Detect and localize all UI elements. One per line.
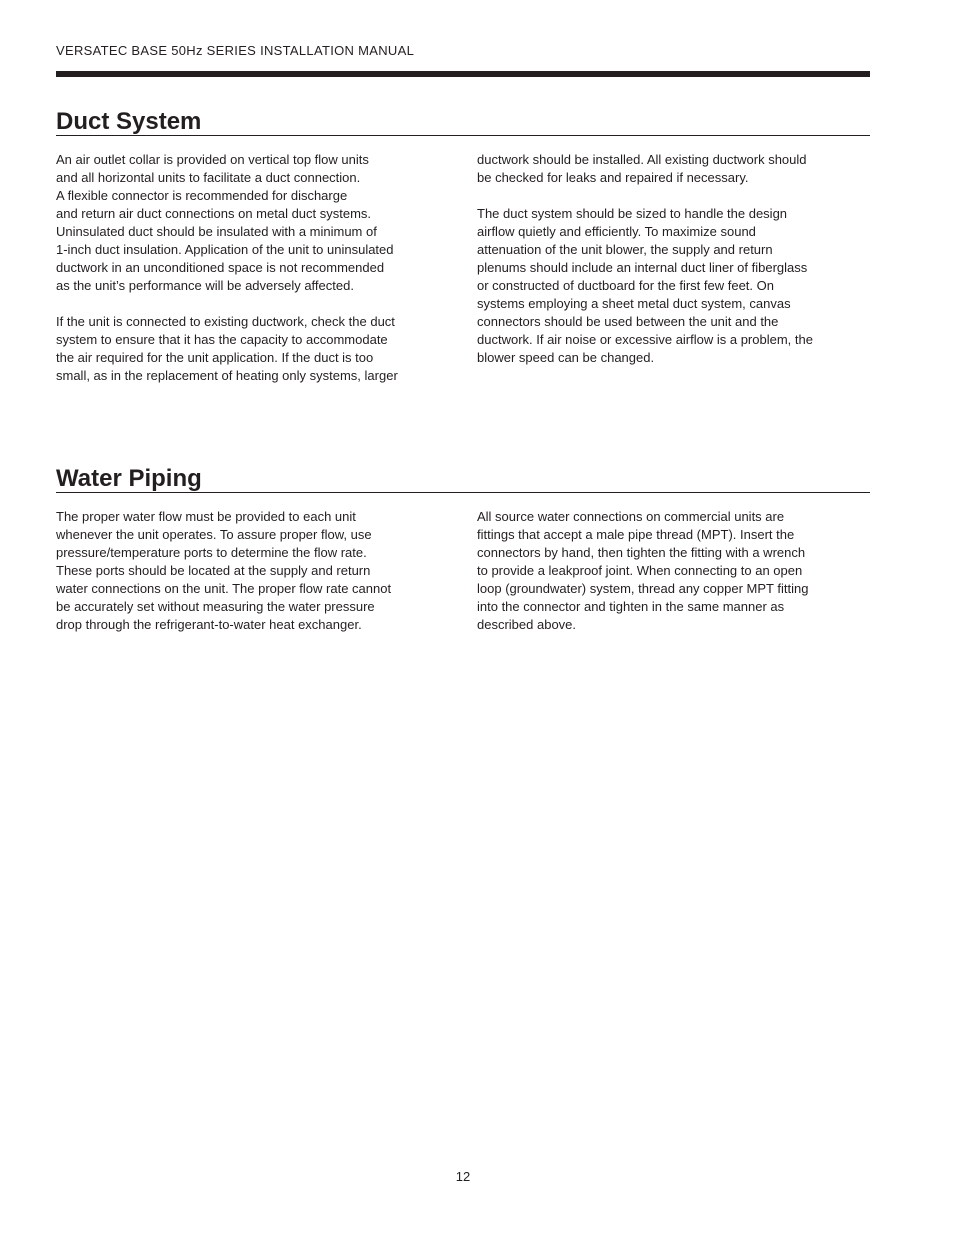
paragraph: All source water connections on commercial units are fittings that accept a male pipe thread (MPT). Insert the connectors by hand, then tighten the fitting with a wrench to provide a leakproof joint. When connecting to an open loop (groundwater) system, thread any copper MPT fitting into the connector and tighten in the same manner as described above. (477, 509, 809, 632)
paragraph: The duct system should be sized to handle the design airflow quietly and efficiently. To maximize sound attenuation of the unit blower, the supply and return plenums should include an internal duct liner of fiberglass or constructed of ductboard for the first few feet. On systems employing a sheet metal duct system, canvas connectors should be used between the unit and the ductwork. If air noise or excessive airflow is a problem, the blower speed can be changed. (477, 206, 813, 365)
paragraph: An air outlet collar is provided on vertical top flow units and all horizontal units to facilitate a duct connection. A flexible connector is recommended for discharge and return air duct connections on metal duct systems. Uninsulated duct should be insulated with a minimum of 1-inch duct insulation. Application of the unit to uninsulated ductwork in an unconditioned space is not recommended as the unit’s performance will be adversely affected. (56, 152, 394, 293)
duct-system-left-column (56, 151, 449, 403)
water-piping-columns (56, 508, 870, 652)
page-number: 12 (455, 1169, 471, 1184)
running-header: VERSATEC BASE 50Hz SERIES INSTALLATION MANUAL (56, 43, 415, 58)
duct-system-heading: Duct System (56, 108, 870, 136)
paragraph: ductwork should be installed. All existing ductwork should be checked for leaks and repaired if necessary. (477, 152, 807, 185)
header-rule (56, 71, 870, 77)
duct-system-section (56, 108, 870, 403)
paragraph: The proper water flow must be provided to each unit whenever the unit operates. To assure proper flow, use pressure/temperature ports to determine the flow rate. These ports should be located at the supply and return water connections on the unit. The proper flow rate cannot be accurately set without measuring the water pressure drop through the refrigerant-to-water heat exchanger. (56, 509, 392, 632)
water-piping-heading: Water Piping (56, 465, 870, 493)
duct-system-columns (56, 151, 870, 403)
duct-system-right-column (477, 151, 870, 403)
water-piping-left-column (56, 508, 449, 652)
water-piping-right-column (477, 508, 870, 652)
paragraph: If the unit is connected to existing ductwork, check the duct system to ensure that it has the capacity to accommodate the air required for the unit application. If the duct is too small, as in the replacement of heating only systems, larger (56, 314, 398, 383)
water-piping-section (56, 465, 870, 652)
